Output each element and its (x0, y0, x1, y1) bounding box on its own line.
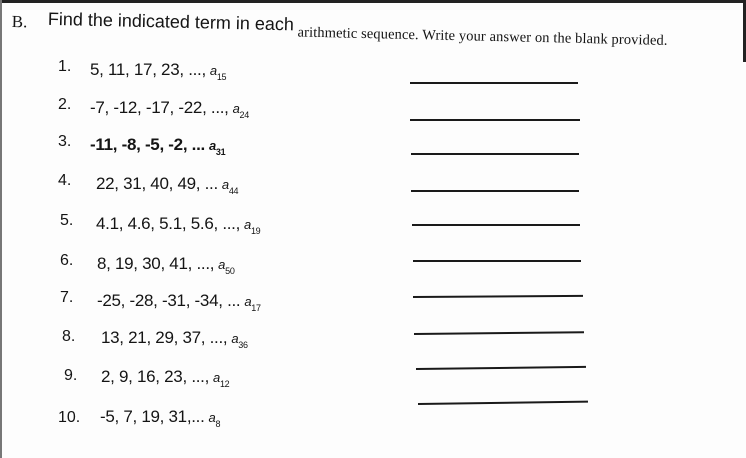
answer-blank[interactable] (416, 366, 586, 370)
term-symbol: a (208, 410, 216, 425)
sequence-text: -5, 7, 19, 31,... (100, 407, 205, 426)
problem-sequence (101, 367, 229, 387)
instruction-text-part2: arithmetic sequence. Write your answer on the blank provided. (297, 24, 668, 49)
sequence-text: 22, 31, 40, 49, ... (96, 174, 218, 193)
problem-item (0, 212, 746, 242)
term-subscript: 12 (219, 379, 230, 389)
problem-number: 5. (60, 212, 74, 229)
problem-sequence (96, 214, 260, 234)
sequence-text: 2, 9, 16, 23, ..., (101, 367, 210, 386)
answer-blank[interactable] (413, 260, 581, 262)
term-subscript: 15 (216, 72, 227, 82)
term-subscript: 19 (250, 226, 261, 236)
term-subscript: 24 (239, 110, 249, 120)
problem-number: 3. (58, 133, 72, 150)
answer-blank[interactable] (414, 331, 584, 334)
problem-item (0, 96, 746, 126)
term-symbol: a (244, 217, 251, 232)
page-border-top (0, 0, 746, 3)
answer-blank[interactable] (413, 295, 583, 298)
sequence-text: -7, -12, -17, -22, ..., (90, 98, 229, 117)
problem-sequence (97, 254, 235, 274)
problem-item (0, 58, 746, 88)
problem-number: 8. (62, 328, 76, 345)
problem-sequence (90, 98, 249, 118)
term-symbol: a (244, 294, 252, 309)
problem-sequence (97, 291, 261, 311)
term-symbol: a (232, 101, 240, 116)
answer-blank[interactable] (418, 401, 588, 405)
sequence-text: 13, 21, 29, 37, ..., (101, 328, 228, 347)
term-subscript: 17 (251, 303, 261, 313)
term-subscript: 44 (228, 186, 239, 196)
answer-blank[interactable] (411, 190, 579, 192)
sequence-text: 4.1, 4.6, 5.1, 5.6, ..., (96, 214, 241, 233)
sequence-text: 8, 19, 30, 41, ..., (97, 254, 215, 273)
problem-sequence (90, 135, 225, 155)
problem-item (0, 407, 746, 437)
problem-number: 2. (58, 96, 72, 113)
problem-sequence (100, 407, 220, 427)
term-symbol: a (208, 138, 216, 153)
answer-blank[interactable] (412, 224, 580, 226)
term-symbol: a (213, 370, 220, 385)
problem-number: 6. (60, 252, 74, 269)
answer-blank[interactable] (410, 119, 580, 121)
term-subscript: 31 (215, 147, 226, 157)
term-symbol: a (231, 331, 239, 346)
term-subscript: 8 (215, 419, 221, 429)
problem-item (0, 289, 746, 319)
term-subscript: 50 (225, 266, 235, 276)
problem-number: 4. (58, 172, 72, 189)
sequence-text: -25, -28, -31, -34, ... (97, 291, 241, 310)
problem-item (0, 133, 746, 163)
sequence-text: -11, -8, -5, -2, ... (90, 135, 205, 154)
answer-blank[interactable] (410, 82, 578, 84)
problem-item (0, 252, 746, 282)
section-label: B. (11, 12, 28, 32)
term-subscript: 36 (238, 340, 248, 350)
problem-sequence (96, 174, 238, 194)
instruction-text-part1: Find the indicated term in each (47, 8, 295, 35)
problem-item (0, 328, 746, 358)
problem-item (0, 172, 746, 202)
problem-number: 7. (60, 289, 74, 306)
answer-blank[interactable] (411, 153, 579, 155)
sequence-text: 5, 11, 17, 23, ..., (90, 60, 206, 79)
problem-sequence (101, 328, 248, 348)
term-symbol: a (218, 257, 226, 272)
term-symbol: a (221, 177, 229, 192)
problem-number: 10. (58, 409, 81, 426)
problem-item (0, 367, 746, 397)
problem-number: 1. (58, 58, 72, 75)
problem-sequence (90, 60, 226, 80)
problem-number: 9. (64, 367, 78, 384)
term-symbol: a (209, 63, 217, 78)
